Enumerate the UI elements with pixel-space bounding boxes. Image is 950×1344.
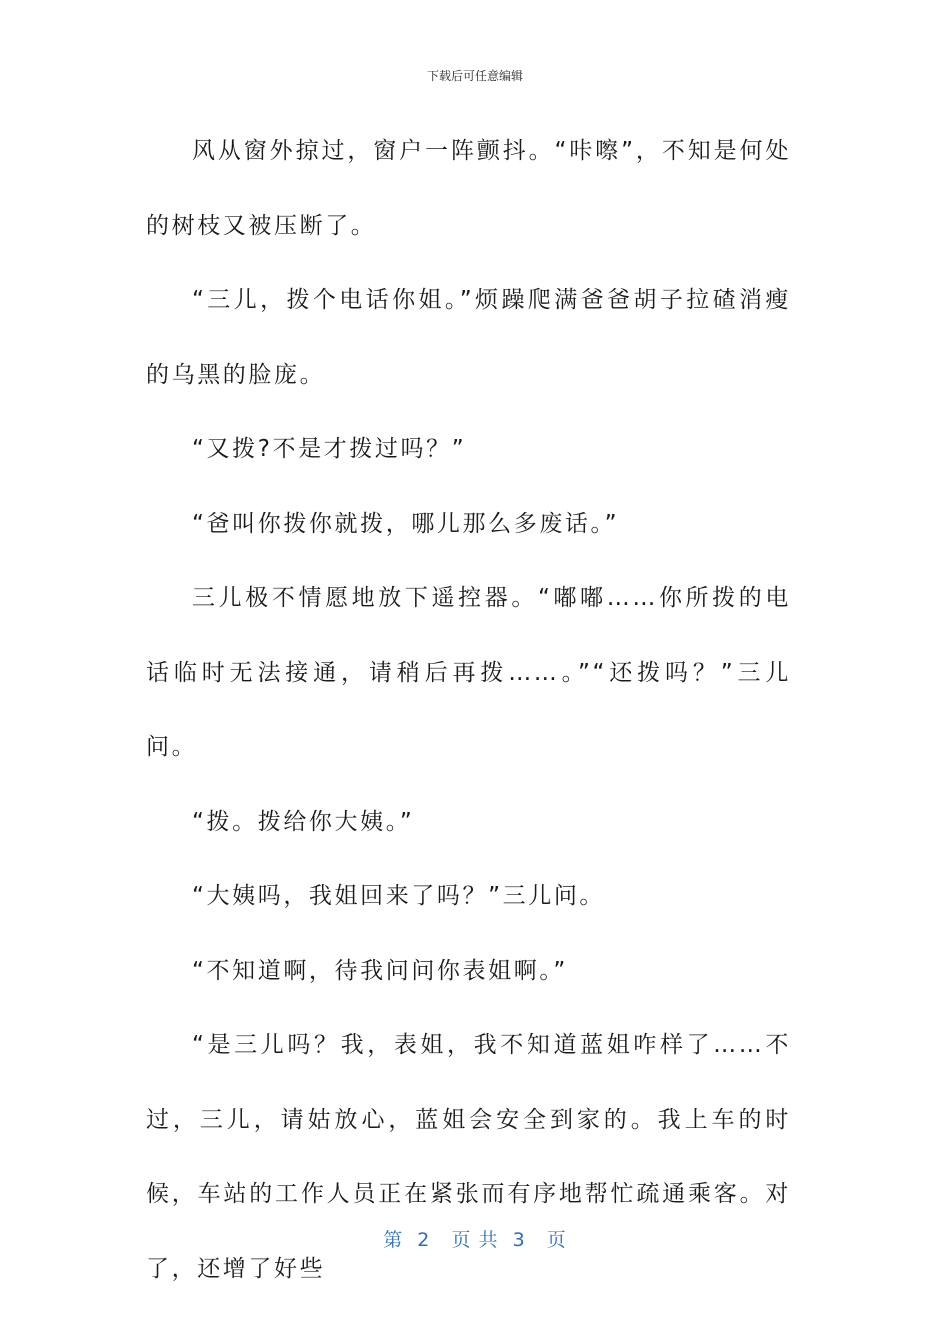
paragraph: “拨。拨给你大姨。” xyxy=(192,808,415,835)
paragraph: “爸叫你拨你就拨，哪儿那么多废话。” xyxy=(192,510,620,537)
body-text xyxy=(146,114,791,1306)
paragraph: “又拨?不是才拨过吗？” xyxy=(192,436,467,462)
paragraph: “不知道啊，待我问问你表姐啊。” xyxy=(192,957,568,984)
paragraph: 三儿极不情愿地放下遥控器。“嘟嘟……你所拨的电话临时无法接通，请稍后再拨……。”“还拨吗？”三儿问。 xyxy=(146,585,791,760)
page-number-footer: 第 2 页 共 3 页 xyxy=(383,1229,567,1251)
paragraph: “大姨吗，我姐回来了吗？”三儿问。 xyxy=(192,883,606,909)
paragraph: “是三儿吗？我，表姐，我不知道蓝姐咋样了……不过，三儿，请姑放心，蓝姐会安全到家的。我上车的时候，车站的工作人员正在紧张而有序地帮忙疏通乘客。对了，还增了好些 xyxy=(146,1032,791,1282)
paragraph: “三儿，拨个电话你姐。”烦躁爬满爸爸胡子拉碴消瘦的乌黑的脸庞。 xyxy=(146,287,791,388)
paragraph: 风从窗外掠过，窗户一阵颤抖。“咔嚓”，不知是何处的树枝又被压断了。 xyxy=(146,138,791,239)
header-note: 下载后可任意编辑 xyxy=(426,69,523,83)
